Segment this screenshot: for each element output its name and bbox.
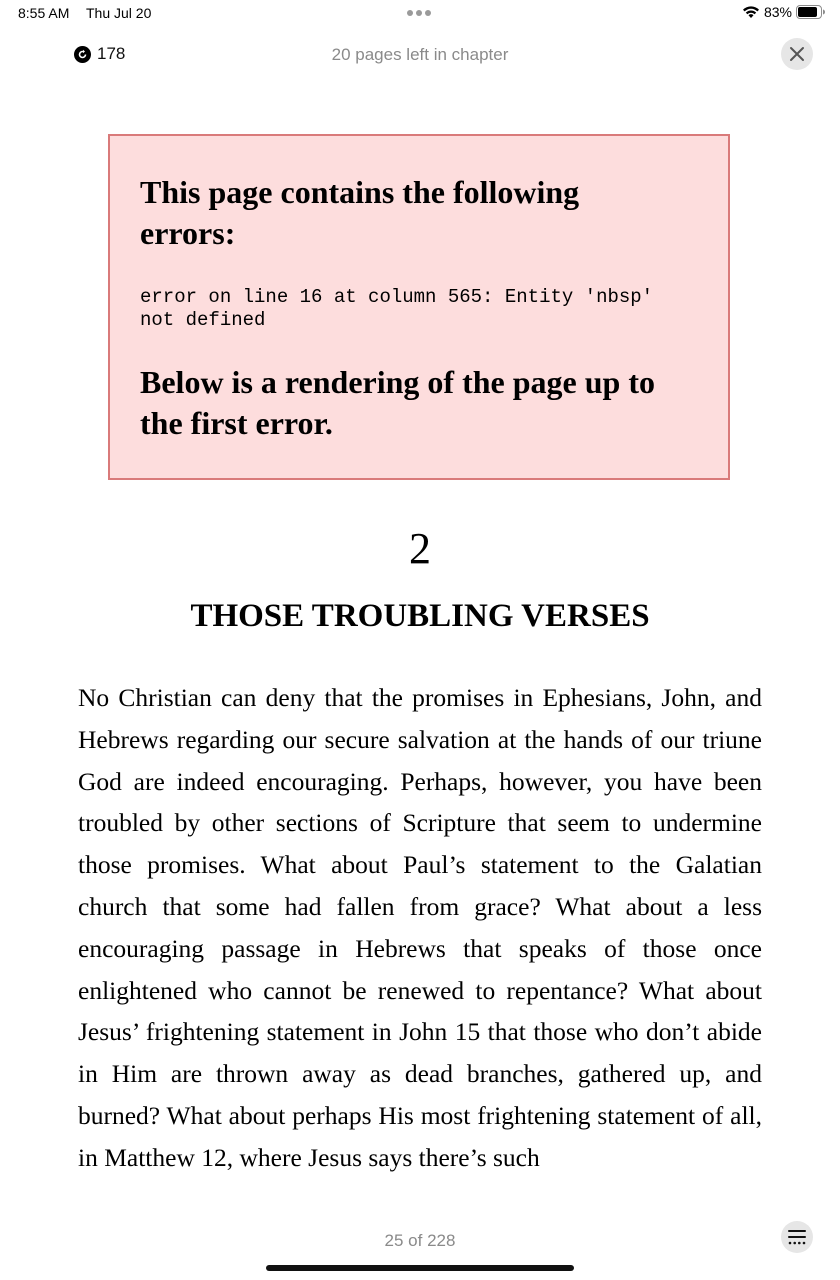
home-indicator[interactable] [266,1265,574,1271]
parser-error-box [108,134,730,480]
reader-menu-button[interactable] [781,1221,813,1253]
error-footer: Below is a rendering of the page up to the first error. [140,364,655,441]
close-icon [789,46,805,62]
chapter-title: THOSE TROUBLING VERSES [190,598,650,634]
error-heading: This page contains the following errors: [140,174,580,251]
status-time: 8:55 AM [18,5,70,21]
page-count-label: 178 [97,44,126,63]
reader-menu-icon [788,1229,806,1245]
battery-percentage: 83% [763,4,792,20]
wifi-icon [742,5,760,19]
battery-icon [796,5,826,19]
chapter-number: 2 [409,524,431,573]
error-detail: error on line 16 at column 565: Entity 'nbsp' not defined [140,286,665,331]
close-button[interactable] [781,38,813,70]
more-dots-icon[interactable] [407,10,431,16]
pages-left-in-chapter: 20 pages left in chapter [331,45,509,64]
status-indicators [742,4,826,20]
status-date: Thu Jul 20 [86,5,152,21]
chapter-body-text[interactable]: No Christian can deny that the promises in Ephesians, John, and Hebrews regarding our secure salvation at the hands of our triune God are indeed encouraging. Perhaps, however, you have been troubled by other sections of Scripture that seem to undermine those promises. What about Paul’s statement to the Galatian church that some had fallen from grace? What about a less encouraging passage in Hebrews that speaks of those once enlightened who cannot be renewed to repentance? What about Jesus’ frightening statement in John 15 that those who don’t abide in Him are thrown away as dead branches, gathered up, and burned? What about perhaps His most frightening statement of all, in Matthew 12, where Jesus says there’s such [78,683,762,1172]
page-indicator: 25 of 228 [384,1231,456,1250]
